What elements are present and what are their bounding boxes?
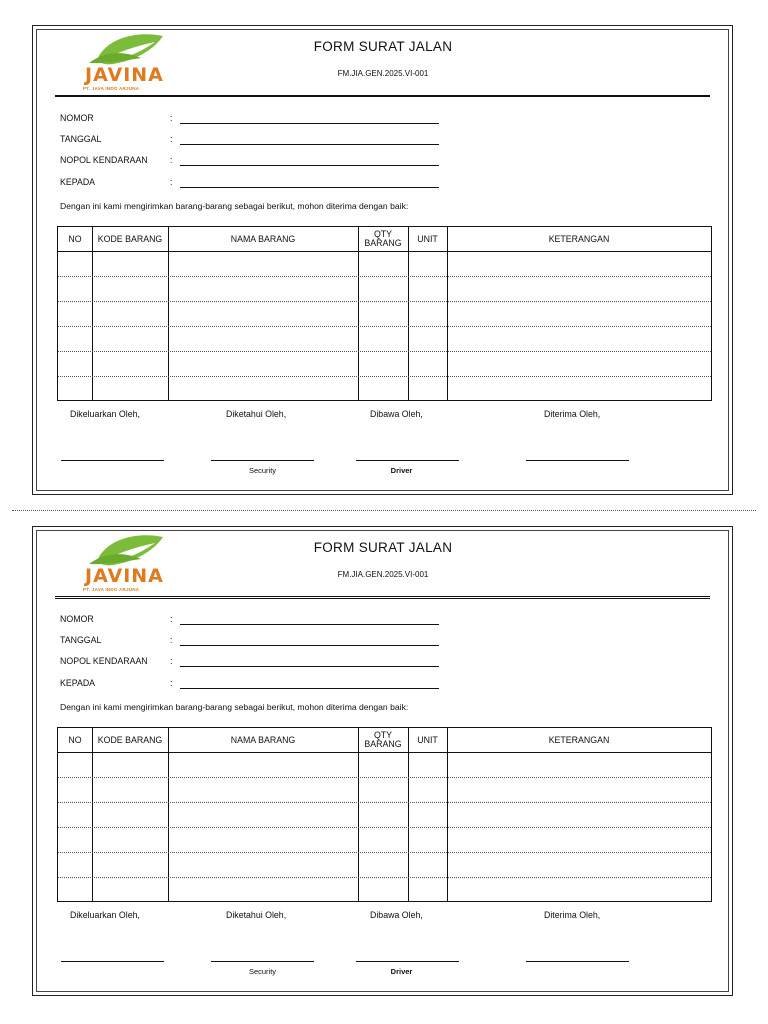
col-header-no: NO: [68, 734, 82, 745]
field-blank-line[interactable]: [180, 688, 439, 689]
column-divider: [447, 728, 448, 901]
field-colon: :: [170, 656, 173, 666]
signature-line[interactable]: [526, 961, 629, 962]
header-separator: [58, 251, 711, 252]
col-header-qty-barang: [358, 728, 408, 752]
logo-company-name: PT. JAVA INDO ARJUNA: [83, 587, 140, 592]
signature-role-security: Security: [248, 466, 277, 475]
signature-line[interactable]: [356, 460, 459, 461]
signature-role-driver: Driver: [390, 466, 413, 475]
field-label: NOPOL KENDARAAN: [60, 656, 148, 666]
field-label: NOMOR: [60, 113, 94, 123]
signature-role-driver: Driver: [390, 967, 413, 976]
field-blank-line[interactable]: [180, 666, 439, 667]
qty-header-line1: QTY: [373, 229, 393, 239]
field-blank-line[interactable]: [180, 165, 439, 166]
column-divider: [168, 728, 169, 901]
col-header-nama-barang: NAMA BARANG: [230, 233, 296, 244]
signature-label-diterima: Diterima Oleh,: [544, 409, 601, 419]
col-header-unit: UNIT: [417, 734, 438, 745]
signature-label-dibawa: Dibawa Oleh,: [370, 910, 423, 920]
field-colon: :: [170, 678, 173, 688]
field-colon: :: [170, 614, 173, 624]
signature-line[interactable]: [356, 961, 459, 962]
field-colon: :: [170, 113, 173, 123]
field-blank-line[interactable]: [180, 144, 439, 145]
table-row[interactable]: [58, 852, 711, 853]
signature-label-diterima: Diterima Oleh,: [544, 910, 601, 920]
field-label: TANGGAL: [60, 635, 102, 645]
signature-line[interactable]: [211, 460, 314, 461]
form-title: FORM SURAT JALAN: [313, 540, 453, 555]
form-code: FM.JIA.GEN.2025.VI-001: [337, 69, 429, 78]
cut-line: [12, 510, 756, 511]
col-header-keterangan: KETERANGAN: [548, 233, 610, 244]
signature-label-diketahui: Diketahui Oleh,: [226, 910, 287, 920]
signature-label-dikeluarkan: Dikeluarkan Oleh,: [70, 910, 140, 920]
field-blank-line[interactable]: [180, 123, 439, 124]
table-row[interactable]: [58, 326, 711, 327]
company-logo: [83, 531, 173, 593]
column-divider: [358, 227, 359, 400]
signature-label-dibawa: Dibawa Oleh,: [370, 409, 423, 419]
company-logo: [83, 30, 173, 92]
qty-header-line2: BARANG: [364, 739, 402, 749]
table-row[interactable]: [58, 301, 711, 302]
signature-line[interactable]: [526, 460, 629, 461]
signature-line[interactable]: [61, 460, 164, 461]
col-header-kode-barang: KODE BARANG: [97, 734, 163, 745]
header-divider: [55, 596, 710, 597]
intro-text: Dengan ini kami mengirimkan barang-barang sebagai berikut, mohon diterima dengan baik:: [60, 201, 409, 211]
table-row[interactable]: [58, 376, 711, 377]
column-divider: [408, 728, 409, 901]
column-divider: [408, 227, 409, 400]
table-row[interactable]: [58, 351, 711, 352]
field-label: KEPADA: [60, 177, 96, 187]
table-row[interactable]: [58, 276, 711, 277]
table-row[interactable]: [58, 827, 711, 828]
column-divider: [447, 227, 448, 400]
surat-jalan-form-copy-1: [32, 25, 733, 495]
col-header-kode-barang: KODE BARANG: [97, 233, 163, 244]
leaf-mountain-logo-icon: [83, 531, 173, 567]
field-blank-line[interactable]: [180, 645, 439, 646]
col-header-nama-barang: NAMA BARANG: [230, 734, 296, 745]
logo-company-name: PT. JAVA INDO ARJUNA: [83, 86, 140, 91]
col-header-keterangan: KETERANGAN: [548, 734, 610, 745]
field-label: NOPOL KENDARAAN: [60, 155, 148, 165]
column-divider: [92, 728, 93, 901]
field-colon: :: [170, 134, 173, 144]
table-row[interactable]: [58, 802, 711, 803]
field-label: KEPADA: [60, 678, 96, 688]
col-header-no: NO: [68, 233, 82, 244]
items-table: [57, 226, 712, 401]
field-colon: :: [170, 635, 173, 645]
logo-brand-text: JAVINA: [85, 64, 164, 86]
leaf-mountain-logo-icon: [83, 30, 173, 66]
table-row[interactable]: [58, 777, 711, 778]
column-divider: [168, 227, 169, 400]
signature-line[interactable]: [211, 961, 314, 962]
logo-brand-text: JAVINA: [85, 565, 164, 587]
field-label: NOMOR: [60, 614, 94, 624]
header-separator: [58, 752, 711, 753]
table-row[interactable]: [58, 877, 711, 878]
field-blank-line[interactable]: [180, 187, 439, 188]
field-label: TANGGAL: [60, 134, 102, 144]
col-header-unit: UNIT: [417, 233, 438, 244]
signature-role-security: Security: [248, 967, 277, 976]
signature-line[interactable]: [61, 961, 164, 962]
intro-text: Dengan ini kami mengirimkan barang-barang sebagai berikut, mohon diterima dengan baik:: [60, 702, 409, 712]
signature-label-dikeluarkan: Dikeluarkan Oleh,: [70, 409, 140, 419]
field-colon: :: [170, 155, 173, 165]
field-colon: :: [170, 177, 173, 187]
surat-jalan-form-copy-2: [32, 526, 733, 996]
qty-header-line1: QTY: [373, 730, 393, 740]
qty-header-line2: BARANG: [364, 238, 402, 248]
items-table: [57, 727, 712, 902]
col-header-qty-barang: [358, 227, 408, 251]
signature-label-diketahui: Diketahui Oleh,: [226, 409, 287, 419]
form-title: FORM SURAT JALAN: [313, 39, 453, 54]
column-divider: [358, 728, 359, 901]
form-code: FM.JIA.GEN.2025.VI-001: [337, 570, 429, 579]
column-divider: [92, 227, 93, 400]
header-divider: [55, 95, 710, 97]
field-blank-line[interactable]: [180, 624, 439, 625]
